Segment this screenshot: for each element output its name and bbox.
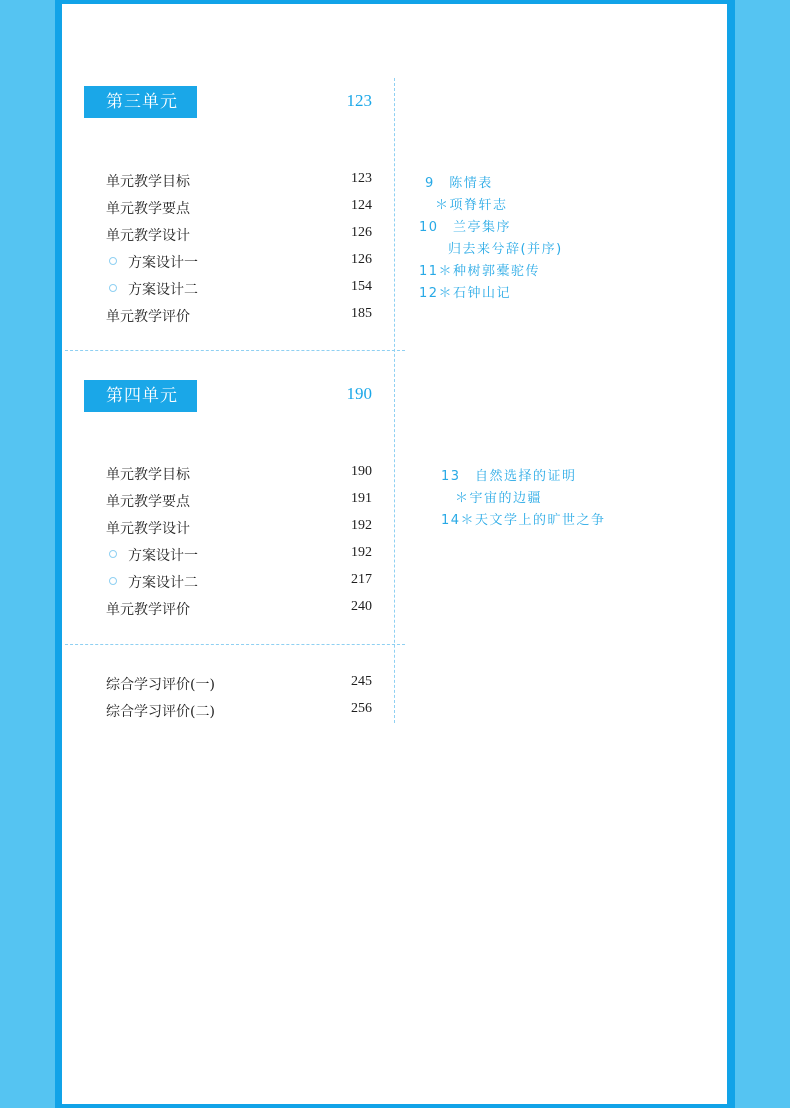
- toc-entry-page: 256: [351, 701, 372, 716]
- toc-entry-label: 单元教学评价: [106, 602, 190, 618]
- toc-entry-label: 方案设计一: [128, 255, 198, 271]
- toc-entry[interactable]: [106, 701, 372, 721]
- lesson-item[interactable]: ＊项脊轩志: [435, 198, 508, 213]
- toc-entry-label: 单元教学要点: [106, 201, 190, 217]
- toc-entry-page: 191: [351, 491, 372, 506]
- toc-entry-page: 124: [351, 198, 372, 213]
- circle-bullet-icon: [109, 550, 117, 558]
- lesson-item[interactable]: ＊宇宙的边疆: [455, 491, 543, 506]
- toc-subentry[interactable]: [106, 279, 372, 299]
- toc-entry[interactable]: [106, 464, 372, 484]
- toc-entry-page: 154: [351, 279, 372, 294]
- toc-entry-page: 185: [351, 306, 372, 321]
- toc-entry-page: 126: [351, 252, 372, 267]
- toc-entry-page: 192: [351, 518, 372, 533]
- unit4-tag: 第四单元: [84, 380, 197, 412]
- toc-entry-label: 方案设计二: [128, 575, 198, 591]
- toc-entry-page: 245: [351, 674, 372, 689]
- lesson-item[interactable]: 11＊种树郭橐驼传: [419, 264, 541, 279]
- toc-entry-label: 单元教学目标: [106, 174, 190, 190]
- toc-entry-label: 单元教学要点: [106, 494, 190, 510]
- toc-entry[interactable]: [106, 491, 372, 511]
- toc-entry-label: 单元教学评价: [106, 309, 190, 325]
- toc-entry-page: 192: [351, 545, 372, 560]
- toc-subentry[interactable]: [106, 252, 372, 272]
- toc-entry-label: 单元教学目标: [106, 467, 190, 483]
- toc-entry[interactable]: [106, 674, 372, 694]
- toc-entry-label: 单元教学设计: [106, 228, 190, 244]
- section-divider-2: [65, 644, 405, 645]
- toc-entry-page: 217: [351, 572, 372, 587]
- toc-entry-label: 方案设计二: [128, 282, 198, 298]
- toc-entry[interactable]: [106, 599, 372, 619]
- toc-entry-page: 126: [351, 225, 372, 240]
- toc-entry[interactable]: [106, 306, 372, 326]
- lesson-item[interactable]: 9 陈情表: [425, 176, 493, 191]
- toc-entry-label: 综合学习评价(一): [106, 677, 215, 693]
- toc-subentry[interactable]: [106, 545, 372, 565]
- unit4-page-number[interactable]: 190: [346, 384, 372, 403]
- lesson-item[interactable]: 13 自然选择的证明: [441, 469, 577, 484]
- lesson-item[interactable]: 12＊石钟山记: [419, 286, 512, 301]
- toc-entry[interactable]: [106, 518, 372, 538]
- lesson-item[interactable]: 10 兰亭集序: [419, 220, 512, 235]
- toc-entry-page: 190: [351, 464, 372, 479]
- toc-entry[interactable]: [106, 171, 372, 191]
- toc-entry-label: 单元教学设计: [106, 521, 190, 537]
- toc-entry[interactable]: [106, 198, 372, 218]
- lesson-item[interactable]: 14＊天文学上的旷世之争: [441, 513, 606, 528]
- toc-entry-label: 方案设计一: [128, 548, 198, 564]
- circle-bullet-icon: [109, 284, 117, 292]
- circle-bullet-icon: [109, 577, 117, 585]
- lesson-item[interactable]: 归去来兮辞(并序): [448, 242, 563, 257]
- toc-entry-label: 综合学习评价(二): [106, 704, 215, 720]
- unit3-tag: 第三单元: [84, 86, 197, 118]
- unit3-page-number[interactable]: 123: [346, 91, 372, 110]
- toc-entry-page: 240: [351, 599, 372, 614]
- section-divider-1: [65, 350, 405, 351]
- toc-entry[interactable]: [106, 225, 372, 245]
- circle-bullet-icon: [109, 257, 117, 265]
- column-divider: [394, 78, 395, 723]
- toc-entry-page: 123: [351, 171, 372, 186]
- toc-subentry[interactable]: [106, 572, 372, 592]
